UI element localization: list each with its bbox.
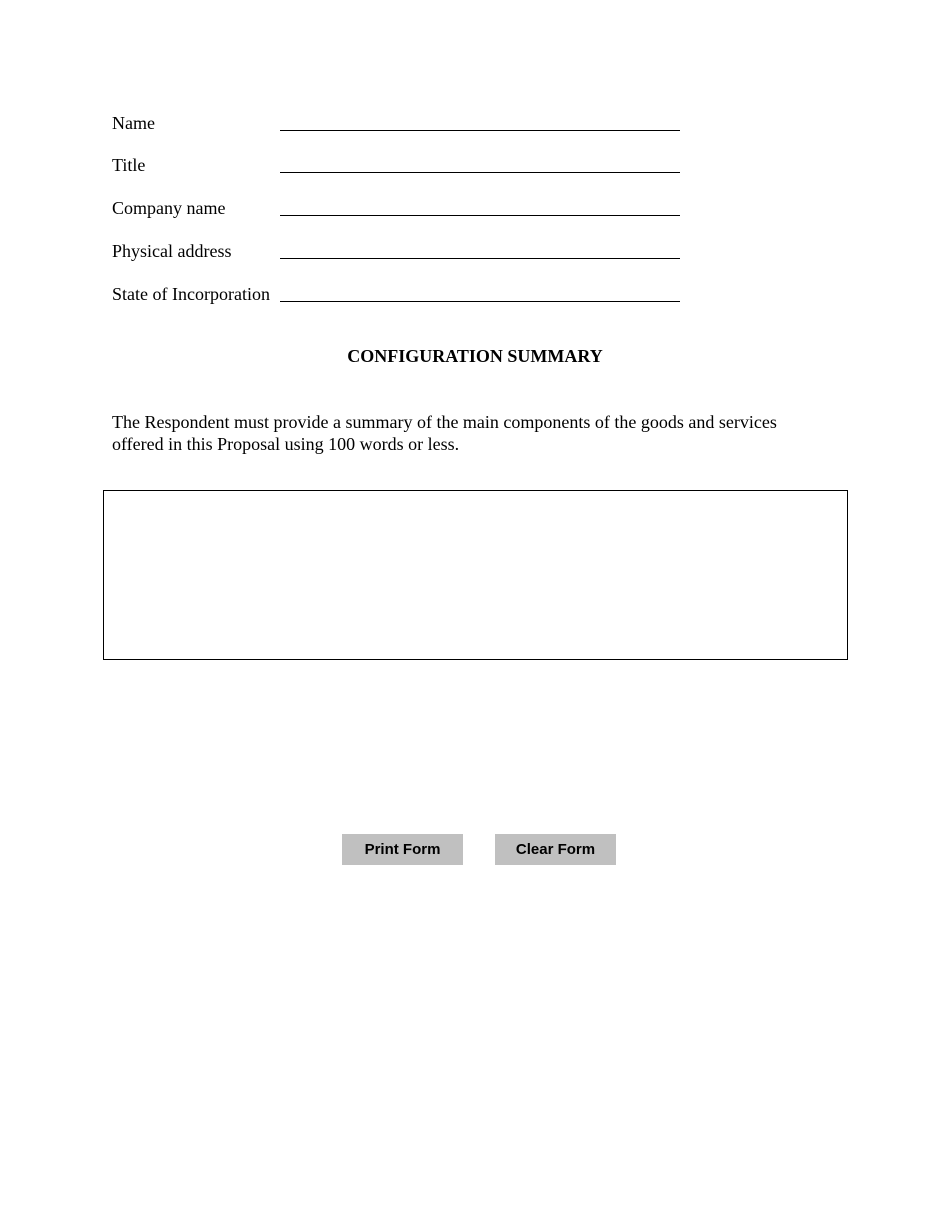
- field-label: Company name: [112, 198, 226, 218]
- clear-form-button[interactable]: Clear Form: [495, 834, 616, 865]
- title-input[interactable]: [280, 172, 680, 173]
- name-input[interactable]: [280, 130, 680, 131]
- field-label: State of Incorporation: [112, 284, 270, 304]
- field-title: [112, 153, 682, 177]
- physical-address-input[interactable]: [280, 258, 680, 259]
- field-company-name: [112, 196, 682, 220]
- print-form-button[interactable]: Print Form: [342, 834, 463, 865]
- field-label: Physical address: [112, 241, 232, 261]
- configuration-summary-textarea[interactable]: [103, 490, 848, 660]
- state-of-incorporation-input[interactable]: [280, 301, 680, 302]
- field-state-of-incorporation: [112, 282, 682, 306]
- field-physical-address: [112, 239, 682, 263]
- instructions-text: The Respondent must provide a summary of the main components of the goods and services offered in this Proposal using 100 words or less.: [112, 412, 777, 454]
- field-name: [112, 111, 682, 135]
- section-title: CONFIGURATION SUMMARY: [347, 346, 603, 366]
- field-label: Title: [112, 155, 146, 175]
- field-label: Name: [112, 113, 155, 133]
- company-name-input[interactable]: [280, 215, 680, 216]
